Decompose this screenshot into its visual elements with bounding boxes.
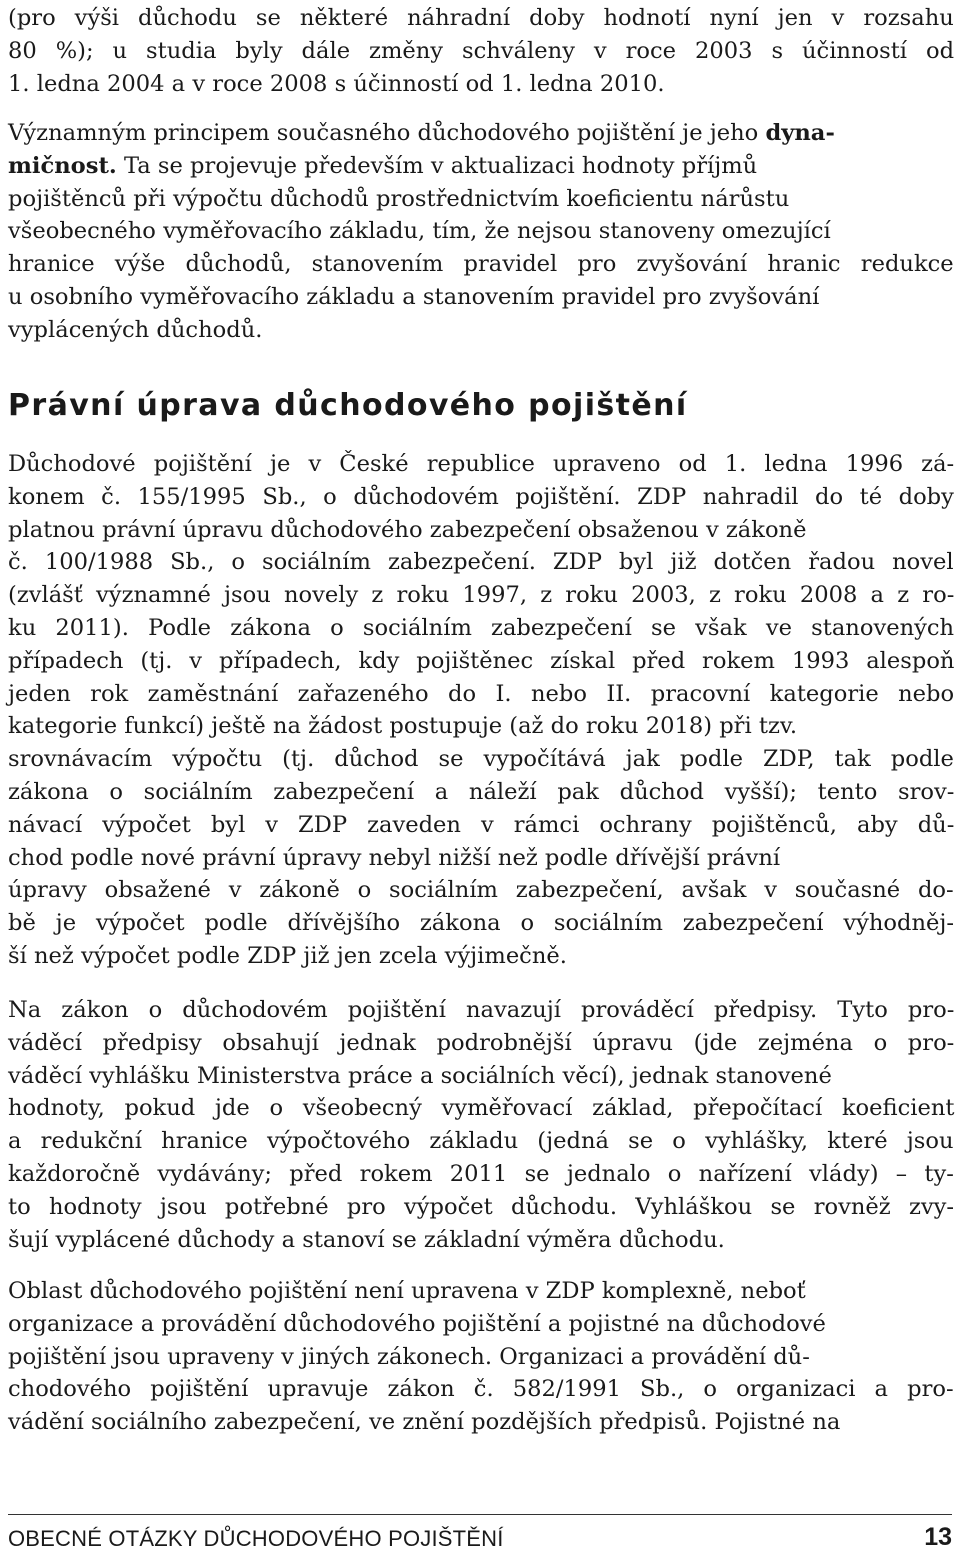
text-line: zákona o sociálním zabezpečení a náleží pak důchod vyšší); tento srov- (8, 778, 955, 805)
text-line: pojištění jsou upraveny v jiných zákonech. Organizaci a provádění dů- (8, 1343, 810, 1370)
text-line: všeobecného vyměřovacího základu, tím, že nejsou stanoveny omezující (8, 218, 831, 245)
text-line: vyplácených důchodů. (8, 316, 263, 343)
text-line: to hodnoty jsou potřebné pro výpočet důchodu. Vyhláškou se rovněž zvy- (8, 1193, 955, 1220)
text-line: váděcí vyhlášku Ministerstva práce a sociálních věcí), jednak stanovené (8, 1062, 832, 1089)
text-line: hodnoty, pokud jde o všeobecný vyměřovací základ, přepočítací koeficient (8, 1095, 955, 1122)
bold-term: dyna- (765, 120, 835, 146)
page-footer (8, 1514, 952, 1550)
text-line (8, 117, 954, 150)
text-line: vádění sociálního zabezpečení, ve znění pozdějších předpisů. Pojistné na (8, 1409, 841, 1436)
section-heading: Právní úprava důchodového pojištění (8, 388, 688, 423)
text-line: případech (tj. v případech, kdy pojištěnec získal před rokem 1993 alespoň (8, 647, 955, 674)
text-line: Důchodové pojištění je v České republice upraveno od 1. ledna 1996 zá- (8, 451, 955, 477)
text-line: u osobního vyměřovacího základu a stanovením pravidel pro zvyšování (8, 283, 820, 310)
text-line: bě je výpočet podle dřívějšího zákona o sociálním zabezpečení výhodněj- (8, 910, 955, 937)
text-line: organizace a provádění důchodového pojištění a pojistné na důchodové (8, 1310, 826, 1337)
page-number: 13 (924, 1523, 952, 1551)
paragraph-4 (8, 994, 954, 1256)
text-line: 1. ledna 2004 a v roce 2008 s účinností od 1. ledna 2010. (8, 70, 665, 97)
text-line: hranice výše důchodů, stanovením pravidel pro zvyšování hranic redukce (8, 251, 954, 278)
text-line: srovnávacím výpočtu (tj. důchod se vypočítává jak podle ZDP, tak podle (8, 746, 954, 773)
footer-divider (8, 1514, 952, 1515)
paragraph-3 (8, 448, 954, 973)
text-line: Oblast důchodového pojištění není upravena v ZDP komplexně, neboť (8, 1278, 806, 1304)
text-line: úpravy obsažené v zákoně o sociálním zabezpečení, avšak v současné do- (8, 877, 954, 904)
text-line: konem č. 155/1995 Sb., o důchodovém pojištění. ZDP nahradil do té doby (8, 483, 954, 510)
text-line: platnou právní úpravu důchodového zabezpečení obsaženou v zákoně (8, 516, 807, 543)
text-fragment: Významným principem současného důchodového pojištění je jeho (8, 120, 766, 146)
text-line: Na zákon o důchodovém pojištění navazují prováděcí předpisy. Tyto pro- (8, 997, 955, 1023)
text-line: chod podle nové právní úpravy nebyl nižší než podle dřívější právní (8, 844, 781, 871)
running-title: OBECNÉ OTÁZKY DŮCHODOVÉHO POJIŠTĚNÍ (8, 1526, 504, 1551)
text-line: pojištěnců při výpočtu důchodů prostřednictvím koeficientu nárůstu (8, 185, 790, 212)
text-line (8, 150, 954, 183)
text-line: šují vyplácené důchody a stanoví se základní výměra důchodu. (8, 1226, 725, 1253)
text-line: každoročně vydávány; před rokem 2011 se jednalo o nařízení vlády) – ty- (8, 1160, 954, 1187)
text-line: ší než výpočet podle ZDP již jen zcela výjimečně. (8, 942, 567, 969)
text-line: ku 2011). Podle zákona o sociálním zabezpečení se však ve stanovených (8, 614, 955, 641)
paragraph-5 (8, 1275, 954, 1439)
text-line: 80 %); u studia byly dále změny schváleny v roce 2003 s účinností od (8, 37, 955, 64)
text-line: kategorie funkcí) ještě na žádost postupuje (až do roku 2018) při tzv. (8, 713, 798, 740)
text-line: (pro výši důchodu se některé náhradní doby hodnotí nyní jen v rozsahu (8, 5, 954, 31)
text-line: (zvlášť významné jsou novely z roku 1997, z roku 2003, z roku 2008 a z ro- (8, 582, 955, 609)
paragraph-1 (8, 2, 954, 100)
text-line: a redukční hranice výpočtového základu (jedná se o vyhlášky, které jsou (8, 1128, 954, 1155)
text-line: návací výpočet byl v ZDP zaveden v rámci ochrany pojištěnců, aby dů- (8, 811, 955, 838)
text-line: váděcí předpisy obsahují jednak podrobnější úpravu (jde zejména o pro- (8, 1029, 955, 1056)
text-fragment: Ta se projevuje především v aktualizaci hodnoty příjmů (116, 152, 758, 179)
text-line: chodového pojištění upravuje zákon č. 582/1991 Sb., o organizaci a pro- (8, 1376, 954, 1403)
text-line: č. 100/1988 Sb., o sociálním zabezpečení. ZDP byl již dotčen řadou novel (8, 549, 954, 576)
bold-term: mičnost. (8, 152, 117, 179)
paragraph-2 (8, 117, 954, 347)
text-line: jeden rok zaměstnání zařazeného do I. nebo II. pracovní kategorie nebo (8, 680, 955, 707)
